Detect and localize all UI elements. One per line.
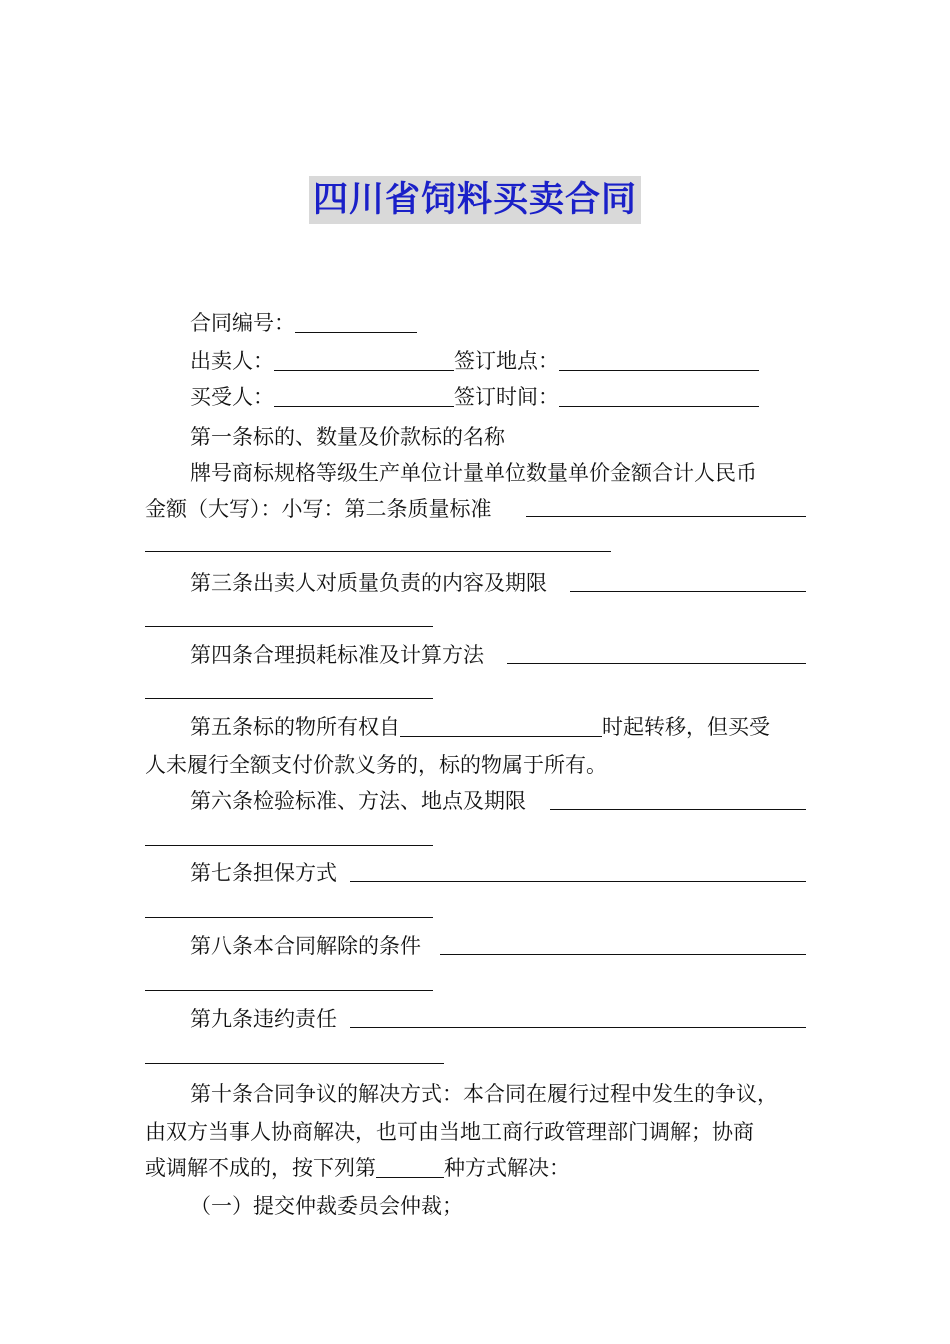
contract-no-line — [190, 310, 417, 336]
article-4: 第四条合理损耗标准及计算方法 — [190, 643, 484, 667]
article-4-blank-2 — [145, 698, 433, 699]
buyer-blank — [274, 386, 454, 407]
contract-no-blank — [295, 312, 417, 333]
option-1: （一）提交仲裁委员会仲裁； — [190, 1194, 463, 1218]
article-8: 第八条本合同解除的条件 — [190, 934, 421, 958]
article-8-blank-2 — [145, 990, 433, 991]
sign-place-blank — [559, 350, 759, 371]
article-6-blank — [550, 809, 806, 810]
article-7-blank — [350, 881, 806, 882]
buyer-line — [190, 384, 759, 410]
article-10-line-3 — [145, 1155, 570, 1181]
title-wrap — [0, 176, 950, 224]
article-9-blank — [350, 1027, 806, 1028]
article-10-line-2: 由双方当事人协商解决，也可由当地工商行政管理部门调解；协商 — [145, 1120, 754, 1144]
article-10-blank — [376, 1157, 444, 1178]
seller-line — [190, 348, 759, 374]
seller-label: 出卖人： — [190, 349, 274, 373]
article-6: 第六条检验标准、方法、地点及期限 — [190, 789, 526, 813]
sign-time-blank — [559, 386, 759, 407]
article-6-blank-2 — [145, 845, 433, 846]
amount-and-article-2: 金额（大写）：小写：第二条质量标准 — [145, 497, 492, 521]
article-5-line-1 — [190, 714, 770, 740]
article-5-part-1: 第五条标的物所有权自 — [190, 715, 400, 739]
article-2-blank — [526, 516, 806, 517]
article-2-line — [145, 496, 492, 522]
article-3-blank-2 — [145, 626, 433, 627]
article-5-part-2: 时起转移，但买受 — [602, 715, 770, 739]
article-7-blank-2 — [145, 917, 433, 918]
article-8-blank — [440, 954, 806, 955]
article-3: 第三条出卖人对质量负责的内容及期限 — [190, 571, 547, 595]
document-title: 四川省饲料买卖合同 — [309, 176, 641, 224]
buyer-label: 买受人： — [190, 385, 274, 409]
article-5-blank — [400, 716, 602, 737]
article-5-line-2: 人未履行全额支付价款义务的，标的物属于所有。 — [145, 753, 607, 777]
article-7: 第七条担保方式 — [190, 861, 337, 885]
sign-place-label: 签订地点： — [454, 349, 559, 373]
article-4-blank — [507, 663, 806, 664]
article-9-blank-2 — [145, 1063, 444, 1064]
article-10-line-1: 第十条合同争议的解决方式：本合同在履行过程中发生的争议， — [190, 1082, 778, 1106]
article-10-part-1: 或调解不成的，按下列第 — [145, 1156, 376, 1180]
article-10-part-2: 种方式解决： — [444, 1156, 570, 1180]
article-1-fields: 牌号商标规格等级生产单位计量单位数量单价金额合计人民币 — [190, 461, 757, 485]
article-9: 第九条违约责任 — [190, 1007, 337, 1031]
contract-no-label: 合同编号： — [190, 311, 295, 335]
sign-time-label: 签订时间： — [454, 385, 559, 409]
article-1: 第一条标的、数量及价款标的名称 — [190, 425, 505, 449]
seller-blank — [274, 350, 454, 371]
article-2-blank-2 — [145, 551, 611, 552]
article-3-blank — [570, 591, 806, 592]
